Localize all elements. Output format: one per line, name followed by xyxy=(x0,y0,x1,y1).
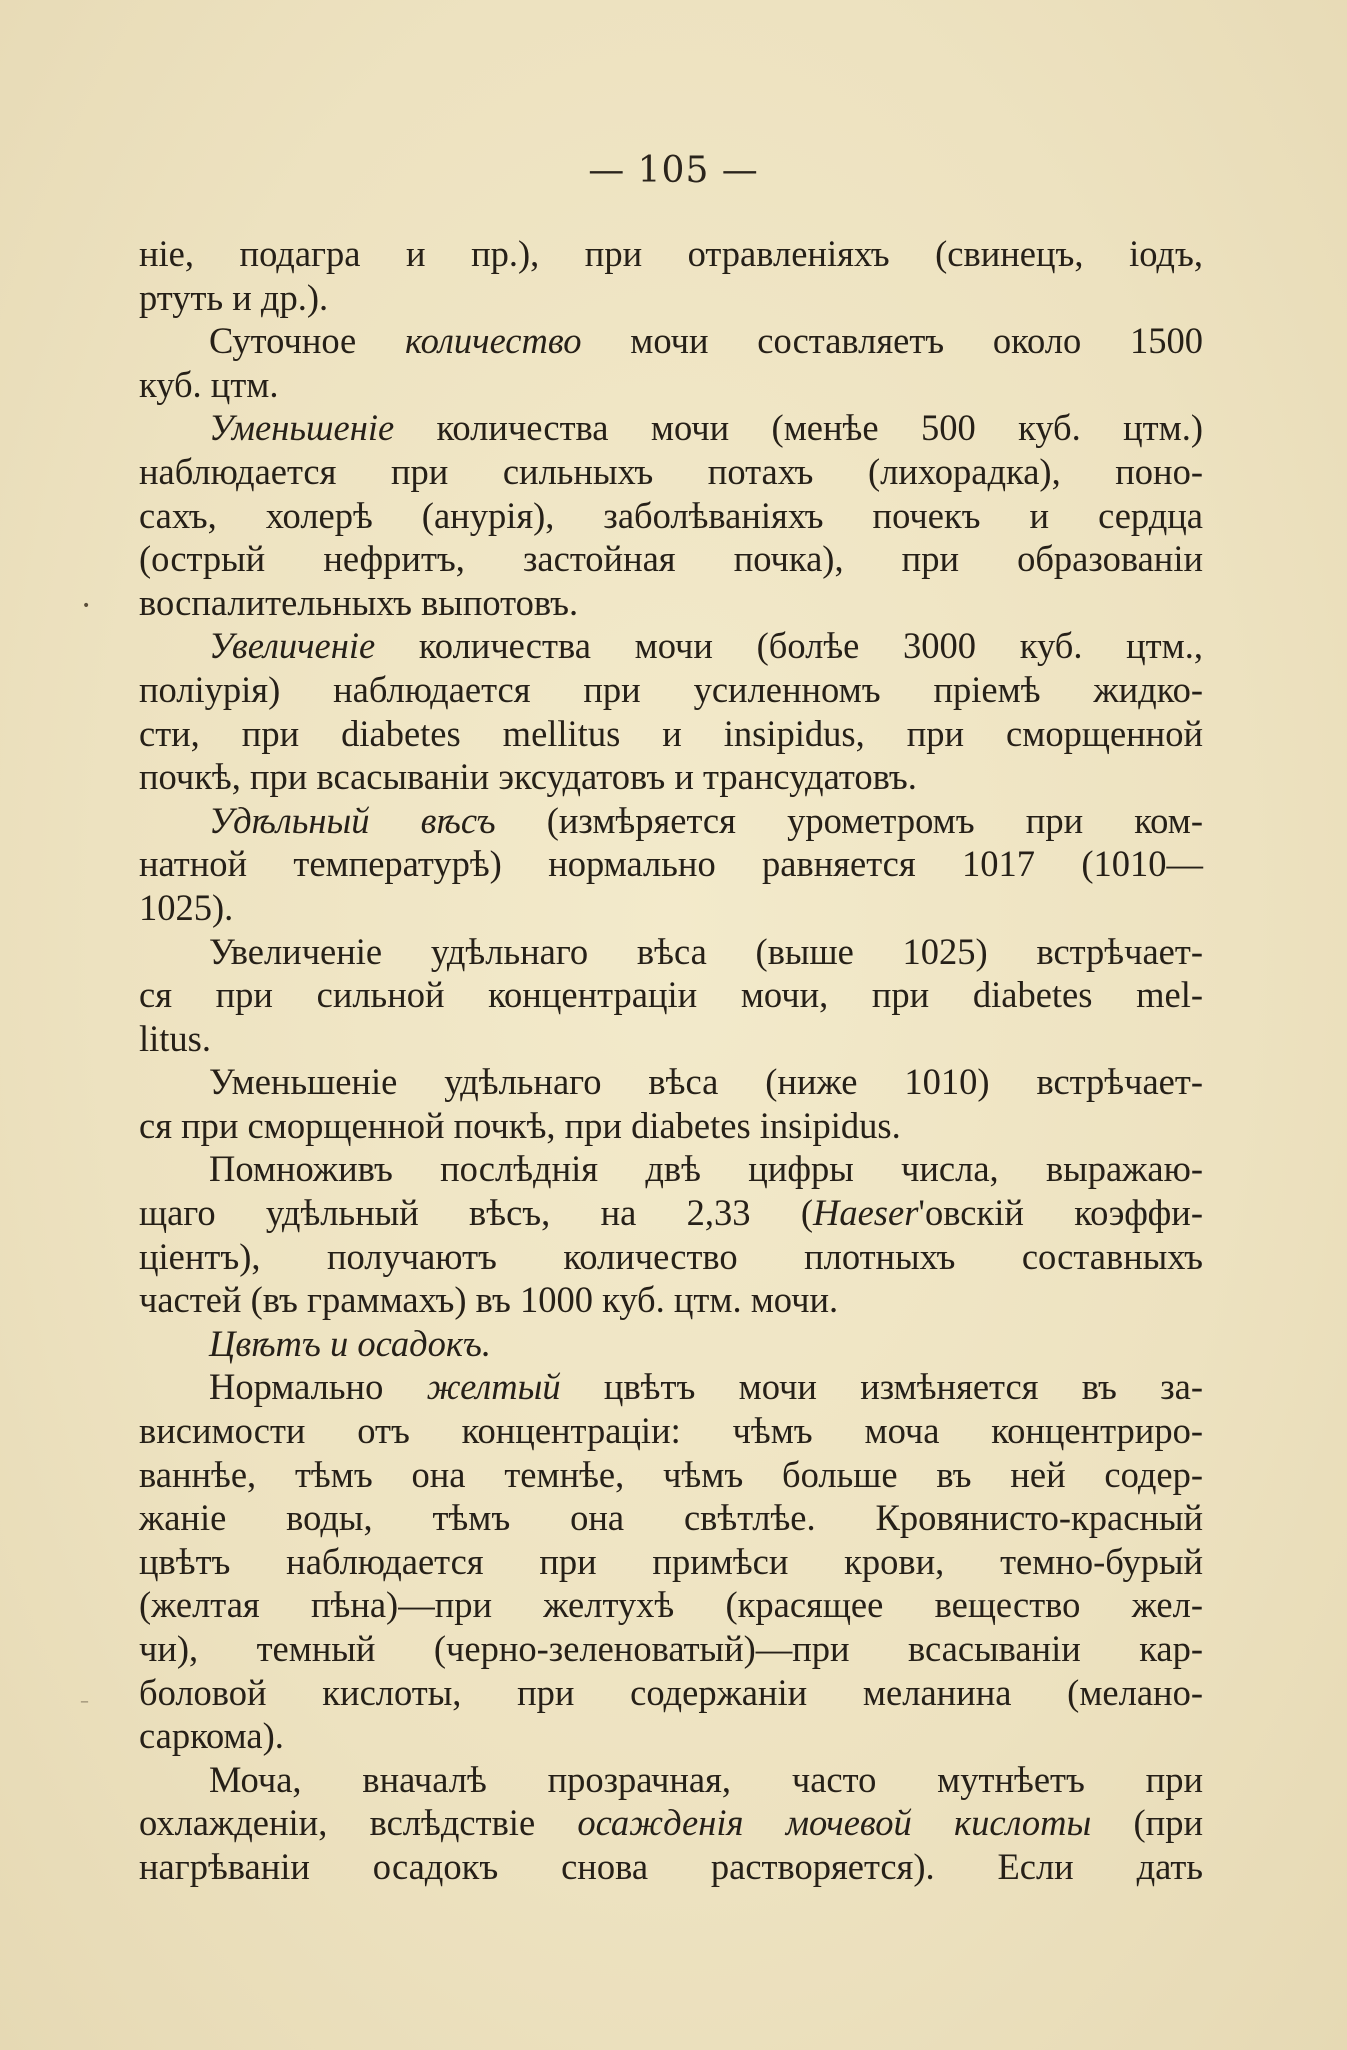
text-run: Моча, вначалѣ прозрачная, часто мутнѣетъ при xyxy=(209,1758,1203,1800)
text-line xyxy=(139,1060,1203,1104)
text-line xyxy=(139,1235,1203,1279)
text-run: количества мочи (менѣе 500 куб. цтм.) xyxy=(394,407,1203,449)
text-run: Нормально xyxy=(209,1366,427,1408)
italic-term: количество xyxy=(404,320,582,362)
text-run: воспалительныхъ выпотовъ. xyxy=(139,581,579,623)
text-run: цвѣтъ наблюдается при примѣси крови, темно-бурый xyxy=(139,1540,1203,1582)
text-line xyxy=(139,581,1203,625)
text-run: щаго удѣльный вѣсъ, на 2,33 ( xyxy=(139,1192,813,1234)
text-line xyxy=(139,799,1203,843)
text-run: (измѣряется урометромъ при ком- xyxy=(495,799,1203,841)
text-run: (острый нефритъ, застойная почка), при образованіи xyxy=(139,538,1203,580)
text-run: ся при сморщенной почкѣ, при diabetes insipidus. xyxy=(139,1104,901,1146)
italic-term: Удѣльный вѣсъ xyxy=(209,799,496,841)
text-run: сахъ, холерѣ (анурія), заболѣваніяхъ почекъ и сердца xyxy=(139,494,1203,536)
text-run: litus. xyxy=(139,1017,212,1059)
text-line xyxy=(139,1453,1203,1497)
text-run: поліурія) наблюдается при усиленномъ пріемѣ жидко- xyxy=(139,668,1203,710)
text-line xyxy=(139,886,1203,930)
text-run: Суточное xyxy=(209,320,405,362)
text-run: натной температурѣ) нормально равняется 1017 (1010— xyxy=(139,843,1203,885)
text-line xyxy=(139,1801,1203,1845)
body-text xyxy=(139,232,1203,1889)
text-run: (при xyxy=(1091,1802,1203,1844)
text-line xyxy=(139,1583,1203,1627)
text-run: Помноживъ послѣднія двѣ цифры числа, выражаю- xyxy=(209,1148,1203,1190)
text-line xyxy=(139,1627,1203,1671)
text-run: ціентъ), получаютъ количество плотныхъ составныхъ xyxy=(139,1235,1203,1277)
text-run: мочи составляетъ около 1500 xyxy=(581,320,1204,362)
text-run: (желтая пѣна)—при желтухѣ (красящее вещество жел- xyxy=(139,1584,1203,1626)
text-run: саркома). xyxy=(139,1715,284,1757)
text-line xyxy=(139,842,1203,886)
text-line xyxy=(139,712,1203,756)
text-line xyxy=(139,406,1203,450)
italic-term: Цвѣтъ и осадокъ. xyxy=(209,1322,491,1364)
text-line xyxy=(139,930,1203,974)
text-run: Уменьшеніе удѣльнаго вѣса (ниже 1010) встрѣчает- xyxy=(209,1061,1203,1103)
italic-term: Уменьшеніе xyxy=(209,407,395,449)
text-run: чи), темный (черно-зеленоватый)—при всасываніи кар- xyxy=(139,1628,1203,1669)
text-line xyxy=(139,668,1203,712)
text-line xyxy=(139,1104,1203,1148)
text-run: ніе, подагра и пр.), при отравленіяхъ (свинецъ, іодъ, xyxy=(139,233,1203,274)
text-run: почкѣ, при всасываніи эксудатовъ и трансудатовъ. xyxy=(139,756,917,798)
text-line xyxy=(139,624,1203,668)
text-line xyxy=(139,1496,1203,1540)
page-number: — 105 — xyxy=(588,150,759,191)
text-run: висимости отъ концентраціи: чѣмъ моча концентриро- xyxy=(139,1410,1203,1452)
text-line xyxy=(139,1714,1203,1758)
italic-term: желтый xyxy=(426,1366,561,1408)
text-line xyxy=(139,1278,1203,1322)
italic-term: Haeser xyxy=(813,1192,919,1234)
text-line xyxy=(139,1671,1203,1715)
text-run: 'овскій коэффи- xyxy=(918,1192,1203,1234)
italic-term: осажденія мочевой кислоты xyxy=(577,1802,1092,1844)
text-line xyxy=(139,1409,1203,1453)
text-line xyxy=(139,232,1203,276)
text-run: жаніе воды, тѣмъ она свѣтлѣе. Кровянисто-красный xyxy=(139,1497,1203,1539)
text-run: 1025). xyxy=(139,886,234,928)
text-run: сти, при diabetes mellitus и insipidus, при сморщенной xyxy=(139,712,1203,754)
text-line xyxy=(139,1365,1203,1409)
text-line xyxy=(139,1322,1203,1366)
text-line xyxy=(139,1845,1203,1889)
text-line xyxy=(139,537,1203,581)
italic-term: Увеличеніе xyxy=(209,625,376,667)
text-line xyxy=(139,276,1203,320)
text-run: боловой кислоты, при содержаніи меланина (мелано- xyxy=(139,1671,1203,1713)
text-run: охлажденіи, вслѣдствіе xyxy=(139,1802,578,1844)
text-run: куб. цтм. xyxy=(139,363,279,405)
text-line xyxy=(139,973,1203,1017)
text-line xyxy=(139,1147,1203,1191)
text-run: Увеличеніе удѣльнаго вѣса (выше 1025) встрѣчает- xyxy=(209,930,1203,972)
margin-dot: • xyxy=(82,598,91,614)
text-line xyxy=(139,1191,1203,1235)
text-line xyxy=(139,319,1203,363)
text-line xyxy=(139,755,1203,799)
text-run: ваннѣе, тѣмъ она темнѣе, чѣмъ больше въ ней содер- xyxy=(139,1453,1203,1495)
text-line xyxy=(139,1540,1203,1584)
text-line xyxy=(139,450,1203,494)
text-line xyxy=(139,1017,1203,1061)
text-line xyxy=(139,494,1203,538)
text-line xyxy=(139,1758,1203,1802)
text-run: ртуть и др.). xyxy=(139,276,329,318)
text-run: ся при сильной концентраціи мочи, при diabetes mel- xyxy=(139,974,1203,1016)
text-run: цвѣтъ мочи измѣняется въ за- xyxy=(560,1366,1203,1408)
text-run: количества мочи (болѣе 3000 куб. цтм., xyxy=(375,625,1203,667)
margin-dash: – xyxy=(80,1691,89,1712)
text-run: наблюдается при сильныхъ потахъ (лихорадка), поно- xyxy=(139,450,1203,492)
text-run: частей (въ граммахъ) въ 1000 куб. цтм. мочи. xyxy=(139,1279,839,1321)
text-line xyxy=(139,363,1203,407)
text-run: нагрѣваніи осадокъ снова растворяется). Если дать xyxy=(139,1845,1203,1887)
